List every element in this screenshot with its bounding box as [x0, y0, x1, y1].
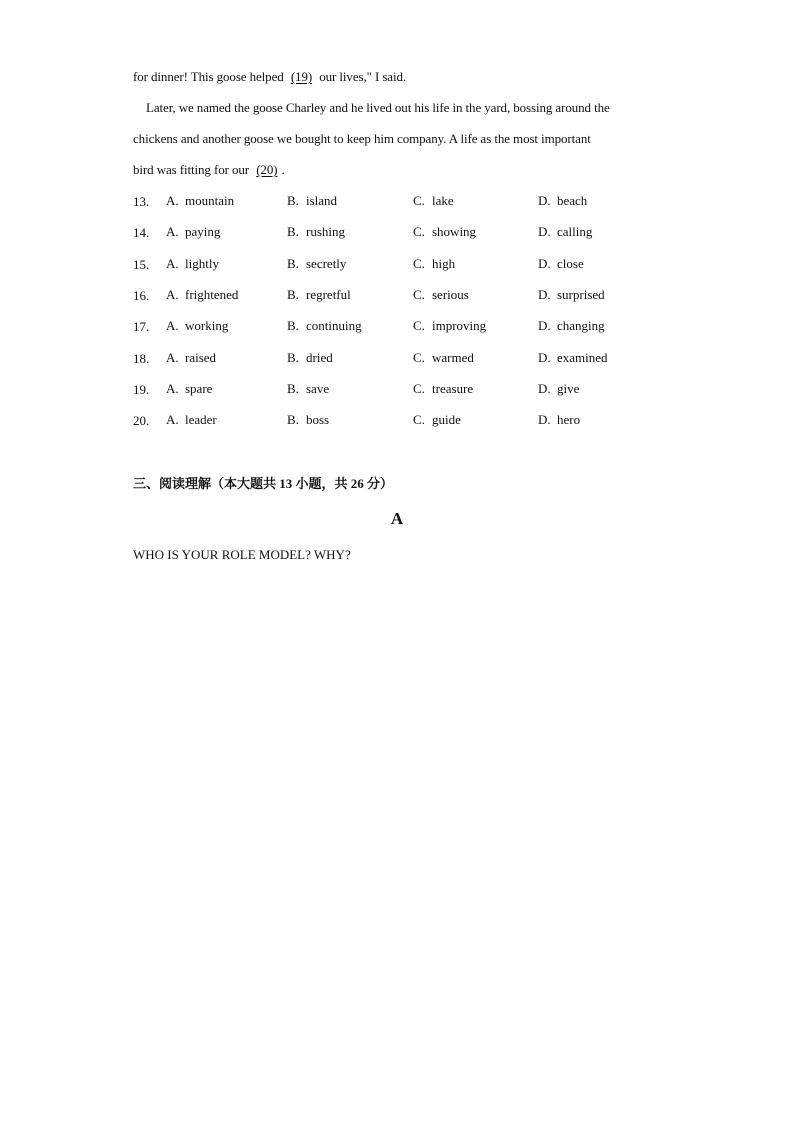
option-text: leader: [185, 412, 217, 428]
option-letter: C.: [413, 224, 425, 240]
answer-option: [166, 256, 219, 272]
option-letter: B.: [287, 318, 299, 334]
answer-option: [413, 287, 469, 303]
option-letter: A.: [166, 286, 179, 302]
option-text: boss: [306, 412, 330, 428]
option-text: lake: [432, 193, 454, 208]
answer-option: [287, 412, 329, 428]
answer-option: [538, 350, 608, 366]
passage-line-1: [133, 69, 406, 85]
question-row: [133, 256, 673, 276]
answer-option: [413, 193, 454, 209]
option-letter: B.: [287, 255, 299, 271]
option-text: close: [557, 255, 584, 271]
passage-line-4: [133, 162, 285, 178]
answer-option: [287, 381, 329, 397]
option-letter: D.: [538, 193, 551, 208]
answer-option: [287, 287, 351, 303]
option-letter: C.: [413, 255, 425, 271]
option-letter: A.: [166, 380, 179, 396]
question-number: 13.: [133, 194, 150, 209]
question-number: 17.: [133, 319, 150, 335]
question-number: 16.: [133, 287, 150, 303]
option-text: give: [557, 380, 580, 396]
question-number: 14.: [133, 225, 150, 241]
option-letter: B.: [287, 193, 299, 208]
option-text: calling: [557, 224, 593, 240]
option-text: save: [306, 380, 330, 396]
answer-option: [287, 350, 333, 366]
option-letter: C.: [413, 193, 425, 208]
option-letter: D.: [538, 412, 551, 428]
passage-subtitle: WHO IS YOUR ROLE MODEL? WHY?: [133, 547, 351, 562]
answer-option: [287, 318, 362, 334]
option-letter: B.: [287, 286, 299, 302]
answer-option: [166, 412, 217, 428]
answer-option: [538, 412, 580, 428]
answer-option: [166, 318, 228, 334]
option-text: rushing: [306, 224, 345, 240]
option-text: serious: [432, 286, 469, 302]
answer-option: [538, 224, 592, 240]
option-letter: D.: [538, 286, 551, 302]
option-text: beach: [557, 193, 588, 208]
answer-option: [166, 193, 234, 209]
answer-option: [413, 318, 486, 334]
option-text: hero: [557, 412, 581, 428]
option-text: surprised: [557, 286, 605, 302]
option-text: dried: [306, 349, 333, 365]
option-letter: D.: [538, 224, 551, 240]
option-letter: D.: [538, 255, 551, 271]
passage-line-3: chickens and another goose we bought to keep him company. A life as the most important: [133, 131, 591, 146]
option-text: mountain: [185, 193, 235, 208]
option-letter: C.: [413, 412, 425, 428]
passage-text: our lives," I said.: [316, 69, 407, 84]
option-letter: B.: [287, 349, 299, 365]
answer-option: [166, 224, 220, 240]
option-text: working: [185, 318, 229, 334]
option-letter: B.: [287, 224, 299, 240]
option-text: warmed: [432, 349, 474, 365]
option-letter: B.: [287, 380, 299, 396]
option-text: spare: [185, 380, 213, 396]
question-row: [133, 193, 673, 213]
answer-option: [287, 224, 345, 240]
answer-option: [538, 381, 579, 397]
passage-label: A: [390, 509, 404, 528]
question-row: [133, 412, 673, 432]
option-letter: A.: [166, 255, 179, 271]
option-text: examined: [557, 349, 608, 365]
answer-option: [538, 287, 605, 303]
option-letter: D.: [538, 318, 551, 334]
option-text: treasure: [432, 380, 474, 396]
answer-option: [538, 318, 605, 334]
option-text: continuing: [306, 318, 362, 334]
question-row: [133, 318, 673, 338]
option-letter: C.: [413, 318, 425, 334]
option-letter: A.: [166, 412, 179, 428]
question-number: 18.: [133, 350, 150, 366]
option-letter: C.: [413, 349, 425, 365]
question-row: [133, 350, 673, 370]
answer-option: [413, 224, 476, 240]
option-text: improving: [432, 318, 487, 334]
option-letter: A.: [166, 193, 179, 208]
passage-text: .: [281, 162, 285, 177]
option-text: guide: [432, 412, 461, 428]
option-text: paying: [185, 224, 221, 240]
option-text: frightened: [185, 286, 239, 302]
answer-option: [413, 381, 473, 397]
answer-option: [538, 256, 584, 272]
option-text: raised: [185, 349, 217, 365]
answer-option: [413, 412, 461, 428]
option-letter: C.: [413, 380, 425, 396]
option-letter: A.: [166, 349, 179, 365]
question-row: [133, 224, 673, 244]
question-row: [133, 287, 673, 307]
blank-20: (20): [256, 162, 278, 177]
question-number: 20.: [133, 413, 150, 429]
option-text: showing: [432, 224, 477, 240]
option-letter: D.: [538, 380, 551, 396]
answer-option: [413, 256, 455, 272]
passage-text: bird was fitting for our: [133, 162, 253, 177]
answer-option: [538, 193, 587, 209]
option-letter: B.: [287, 412, 299, 428]
answer-option: [287, 256, 346, 272]
question-number: 15.: [133, 256, 150, 272]
answer-option: [413, 350, 474, 366]
option-letter: D.: [538, 349, 551, 365]
passage-line-2: Later, we named the goose Charley and he lived out his life in the yard, bossing around the: [146, 100, 610, 115]
option-text: changing: [557, 318, 605, 334]
answer-option: [166, 287, 238, 303]
section-heading: 三、阅读理解（本大题共 13 小题，共 26 分）: [133, 476, 394, 491]
option-text: island: [306, 193, 338, 208]
answer-option: [166, 381, 212, 397]
option-text: high: [432, 255, 456, 271]
option-text: lightly: [185, 255, 219, 271]
question-row: [133, 381, 673, 401]
answer-option: [166, 350, 216, 366]
option-text: regretful: [306, 286, 351, 302]
answer-option: [287, 193, 337, 209]
option-letter: C.: [413, 286, 425, 302]
question-number: 19.: [133, 381, 150, 397]
option-text: secretly: [306, 255, 347, 271]
option-letter: A.: [166, 224, 179, 240]
passage-text: for dinner! This goose helped: [133, 69, 287, 84]
blank-19: (19): [290, 69, 313, 84]
option-letter: A.: [166, 318, 179, 334]
